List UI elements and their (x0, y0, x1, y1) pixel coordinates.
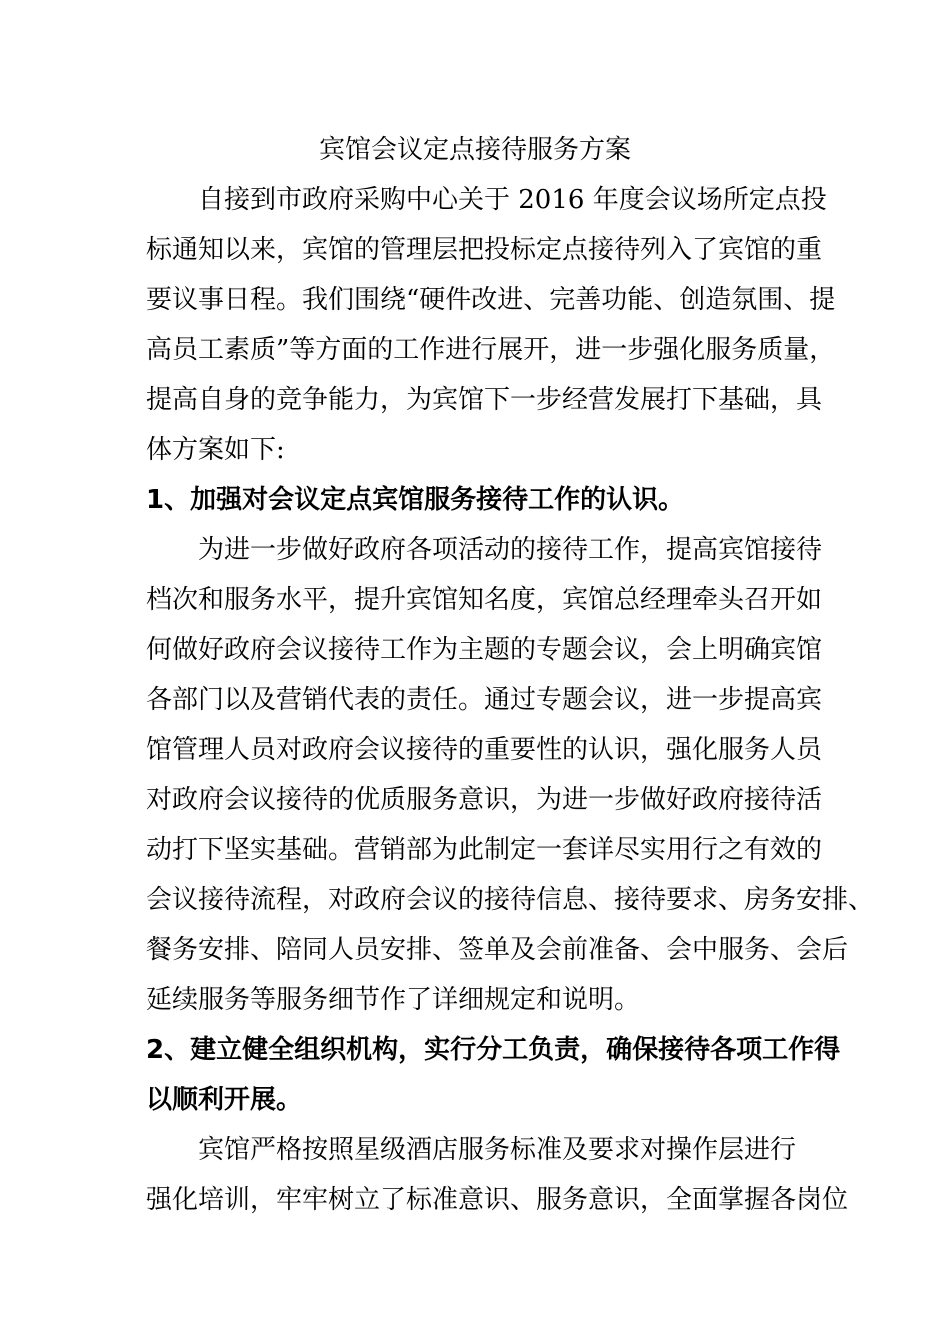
paragraph-line: 动打下坚实基础。营销部为此制定一套详尽实用行之有效的 (146, 835, 823, 865)
paragraph-line: 对政府会议接待的优质服务意识，为进一步做好政府接待活 (146, 785, 823, 815)
paragraph-line: 提高自身的竞争能力，为宾馆下一步经营发展打下基础，具 (146, 385, 823, 415)
paragraph-line: 延续服务等服务细节作了详细规定和说明。 (146, 985, 641, 1015)
paragraph-line: 强化培训，牢牢树立了标准意识、服务意识，全面掌握各岗位 (146, 1185, 849, 1215)
paragraph-line: 何做好政府会议接待工作为主题的专题会议，会上明确宾馆 (146, 635, 823, 665)
paragraph-line: 高员工素质”等方面的工作进行展开，进一步强化服务质量， (146, 335, 836, 365)
paragraph-line: 各部门以及营销代表的责任。通过专题会议，进一步提高宾 (146, 685, 823, 715)
paragraph-line: 宾馆严格按照星级酒店服务标准及要求对操作层进行 (198, 1135, 797, 1165)
document-title: 宾馆会议定点接待服务方案 (318, 135, 631, 165)
section-heading-2: 2、建立健全组织机构，实行分工负责，确保接待各项工作得 (146, 1035, 841, 1065)
paragraph-line: 要议事日程。我们围绕“硬件改进、完善功能、创造氛围、提 (146, 285, 836, 315)
paragraph-line: 会议接待流程，对政府会议的接待信息、接待要求、房务安排、 (146, 885, 875, 915)
paragraph-line: 自接到市政府采购中心关于 2016 年度会议场所定点投 (198, 185, 827, 215)
paragraph-line: 为进一步做好政府各项活动的接待工作，提高宾馆接待 (198, 535, 823, 565)
paragraph-line: 档次和服务水平，提升宾馆知名度，宾馆总经理牵头召开如 (146, 585, 823, 615)
paragraph-line: 餐务安排、陪同人员安排、签单及会前准备、会中服务、会后 (146, 935, 849, 965)
paragraph-line: 体方案如下: (146, 435, 285, 465)
section-heading-1: 1、加强对会议定点宾馆服务接待工作的认识。 (146, 485, 685, 515)
paragraph-line: 标通知以来，宾馆的管理层把投标定点接待列入了宾馆的重 (146, 235, 823, 265)
section-heading-2-continued: 以顺利开展。 (146, 1085, 303, 1115)
paragraph-line: 馆管理人员对政府会议接待的重要性的认识，强化服务人员 (146, 735, 823, 765)
